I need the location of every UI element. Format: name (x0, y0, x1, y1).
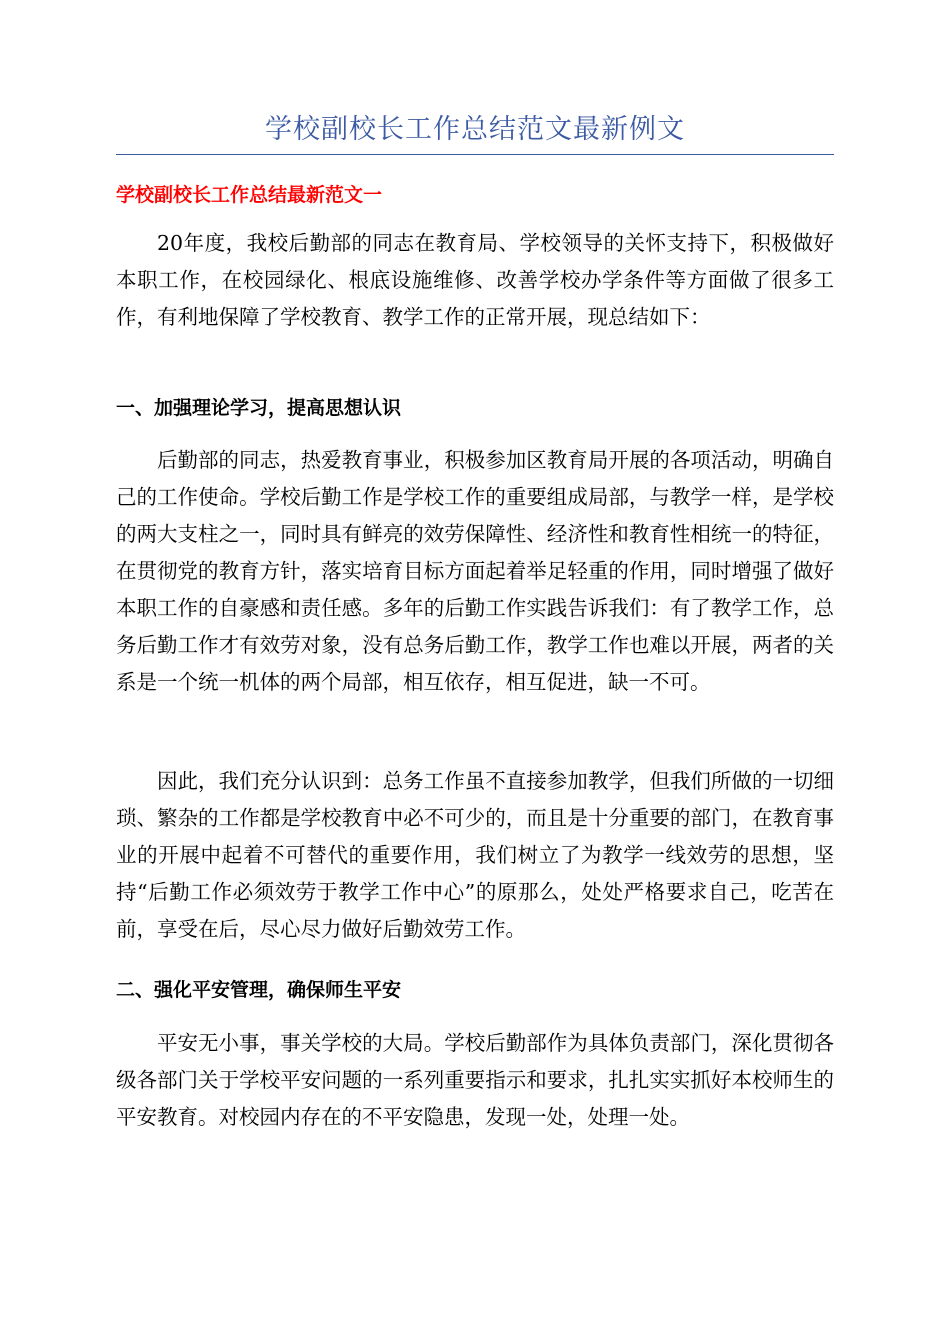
paragraph-logistics-mission: 后勤部的同志，热爱教育事业，积极参加区教育局开展的各项活动，明确自己的工作使命。学校后勤工作是学校工作的重要组成局部，与教学一样，是学校的两大支柱之一，同时具有鲜亮的效劳保障性、经济性和教育性相统一的特征，在贯彻党的教育方针，落实培育目标方面起着举足轻重的作用，同时增强了做好本职工作的自豪感和责任感。多年的后勤工作实践告诉我们：有了教学工作，总务后勤工作才有效劳对象，没有总务后勤工作，教学工作也难以开展，两者的关系是一个统一机体的两个局部，相互依存，相互促进，缺一不可。 (116, 448, 834, 694)
heading-theory-study: 一、加强理论学习，提高思想认识 (116, 397, 402, 419)
section-title: 学校副校长工作总结最新范文一 (116, 184, 383, 206)
document-title: 学校副校长工作总结范文最新例文 (265, 114, 685, 145)
heading-safety-management: 二、强化平安管理，确保师生平安 (116, 979, 402, 1001)
title-underline (116, 154, 834, 155)
paragraph-service-awareness: 因此，我们充分认识到：总务工作虽不直接参加教学，但我们所做的一切细琐、繁杂的工作都是学校教育中必不可少的，而且是十分重要的部门，在教育事业的开展中起着不可替代的重要作用，我们树立了为教学一线效劳的思想，坚持“后勤工作必须效劳于教学工作中心”的原那么，处处严格要求自己，吃苦在前，享受在后，尽心尽力做好后勤效劳工作。 (116, 769, 834, 941)
paragraph-safety: 平安无小事，事关学校的大局。学校后勤部作为具体负责部门，深化贯彻各级各部门关于学校平安问题的一系列重要指示和要求，扎扎实实抓好本校师生的平安教育。对校园内存在的不平安隐患，发现一处，处理一处。 (116, 1031, 834, 1129)
paragraph-intro: 20年度，我校后勤部的同志在教育局、学校领导的关怀支持下，积极做好本职工作，在校园绿化、根底设施维修、改善学校办学条件等方面做了很多工作，有利地保障了学校教育、教学工作的正常开展，现总结如下： (116, 231, 834, 329)
